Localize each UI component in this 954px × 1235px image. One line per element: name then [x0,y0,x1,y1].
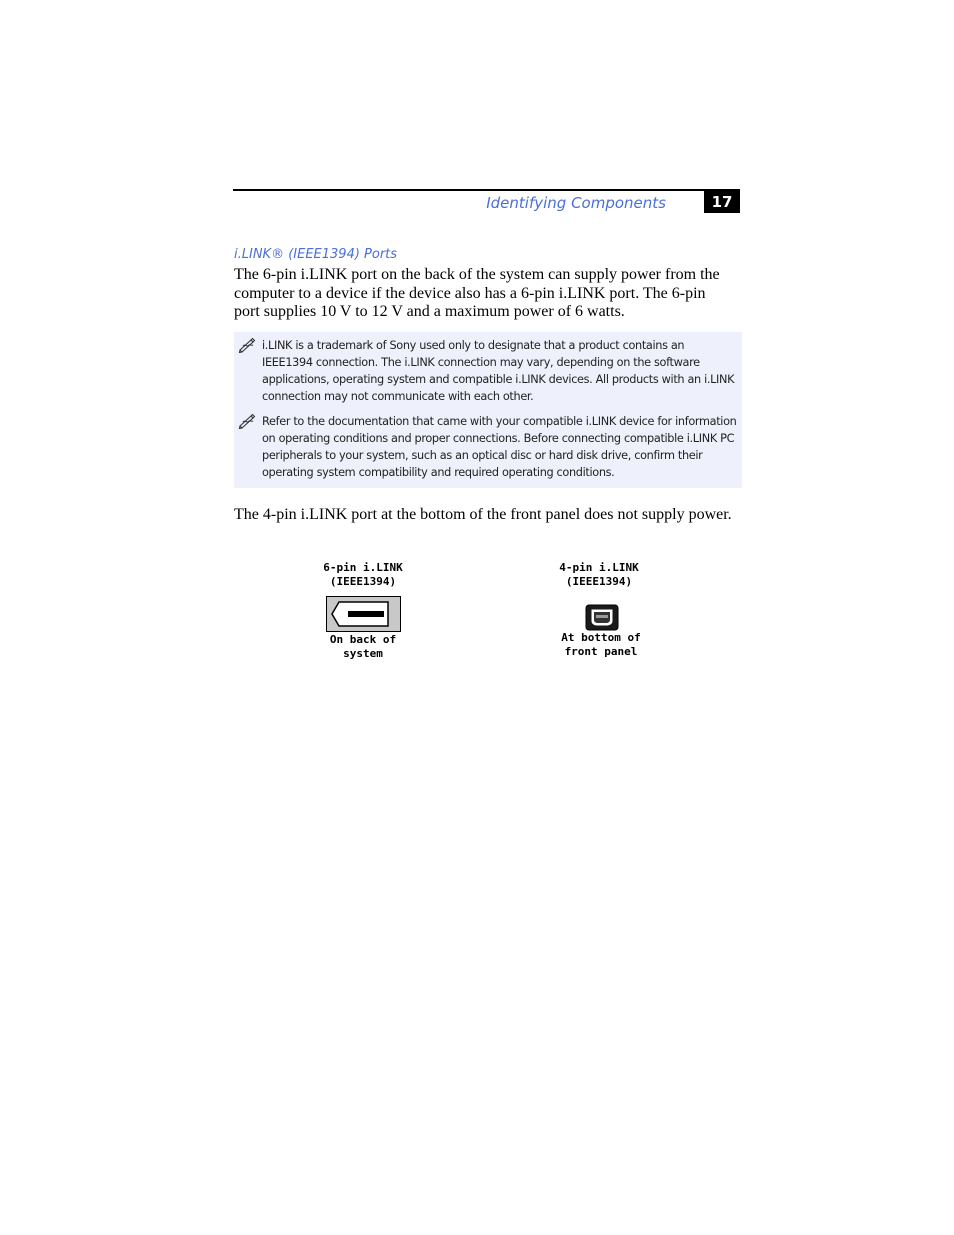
four-pin-title-line-2: (IEEE1394) [565,574,633,588]
note-text: Refer to the documentation that came with your compatible i.LINK device for information on operating conditions and proper connections. Before connecting compatible i.LINK PC peripherals to your system, such as an optical disc or hard disk drive, confirm their operating system compatibility and required operating conditions. [262,415,737,479]
six-pin-port-icon [326,596,401,632]
six-pin-title [313,561,413,588]
six-pin-title-line-1: 6-pin i.LINK [323,561,403,574]
six-pin-title-line-2: (IEEE1394) [329,574,397,588]
body-paragraph-6pin: The 6-pin i.LINK port on the back of the system can supply power from the computer to a device if the device also has a 6-pin i.LINK port. The 6-pin port supplies 10 V to 12 V and a maximum power of 6 watts. [234,266,720,320]
note-text: i.LINK is a trademark of Sony used only to designate that a product contains an IEEE1394 connection. The i.LINK connection may vary, depending on the software applications, operating system and compatible i.LINK devices. All products with an i.LINK connection may not communicate with each other. [262,339,735,403]
four-pin-title-line-1: 4-pin i.LINK [559,561,639,574]
section-heading: i.LINK® (IEEE1394) Ports [234,247,398,262]
four-pin-caption-line-2: front panel [564,644,638,658]
header-rule [233,189,740,191]
six-pin-caption-line-1: On back of [329,633,397,646]
four-pin-port-icon [585,604,619,631]
running-header-title: Identifying Components [486,194,666,212]
six-pin-caption [313,633,413,660]
four-pin-caption [549,631,653,658]
four-pin-title [549,561,649,588]
pencil-note-icon [238,413,258,429]
pencil-note-icon [238,337,258,353]
body-paragraph-4pin: The 4-pin i.LINK port at the bottom of the front panel does not supply power. [234,506,732,523]
page-number: 17 [704,191,740,213]
six-pin-caption-line-2: system [343,646,383,660]
note-box [234,332,742,488]
four-pin-caption-line-1: At bottom of [561,631,641,644]
